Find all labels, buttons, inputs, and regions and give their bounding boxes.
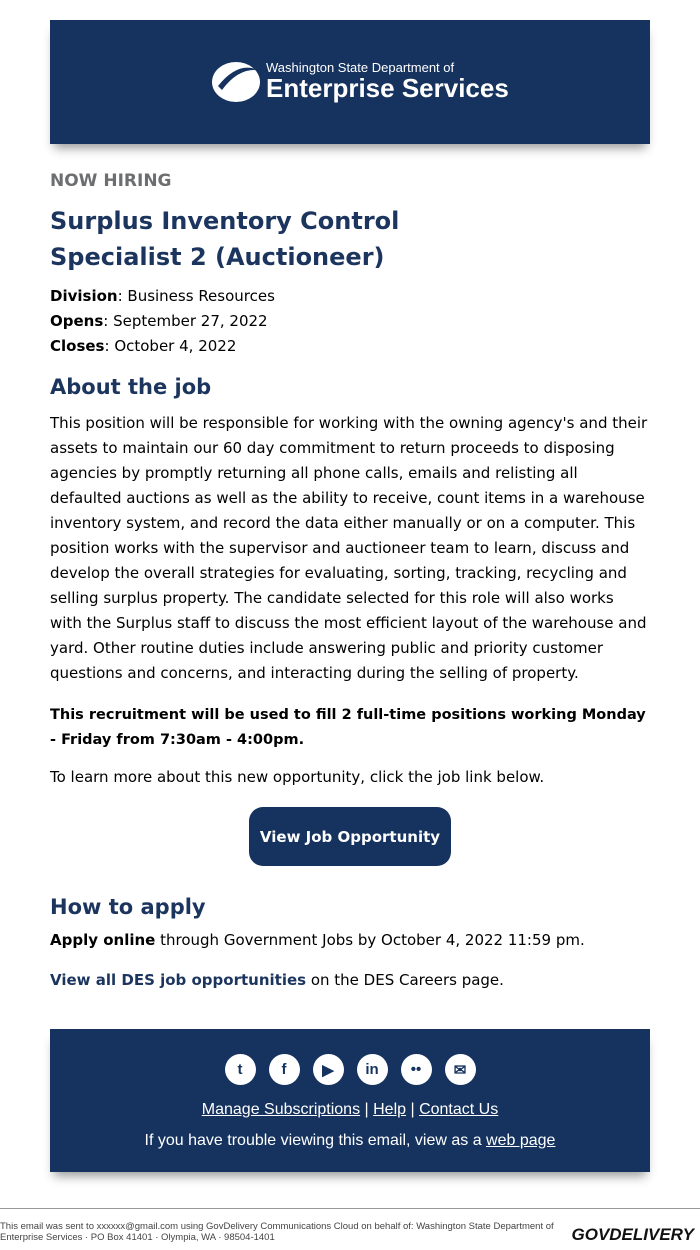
about-heading: About the job (50, 375, 212, 399)
swoosh-icon (208, 56, 264, 106)
govdelivery-logo: GOVDELIVERY (571, 1225, 694, 1244)
job-title: Surplus Inventory Control Specialist 2 (Auctioneer) (50, 207, 400, 271)
flickr-icon[interactable]: •• (401, 1054, 432, 1085)
all-jobs-rest: on the DES Careers page. (306, 971, 504, 989)
manage-subscriptions-link[interactable]: Manage Subscriptions (201, 1101, 361, 1118)
view-job-button[interactable]: View Job Opportunity (249, 807, 451, 866)
footer (50, 1029, 650, 1172)
about-text: This position will be responsible for working with the owning agency's and their assets to maintain our 60 day commitment to return proceeds to disposing agencies by promptly returning all phone calls, emails and relisting all defaulted auctions as well as the ability to receive, count items in a warehouse inventory system, and record the data either manually or on a computer. This position works with the supervisor and auctioneer team to learn, discuss and develop the overall strategies for evaluating, sorting, tracking, recycling and selling surplus property. The candidate selected for this role will also works with the Surplus staff to discuss the most efficient layout of the warehouse and yard. Other routine duties include answering public and priority customer questions and concerns, and interacting during the selling of property. (50, 414, 648, 682)
web-page-link[interactable]: web page (486, 1132, 556, 1149)
des-logo (208, 56, 509, 106)
help-link[interactable]: Help (373, 1101, 407, 1118)
meta-division (50, 284, 650, 309)
twitter-icon[interactable]: t (225, 1054, 256, 1085)
apply-online: Apply online (50, 931, 156, 949)
logo-line2: Enterprise Services (266, 73, 509, 103)
meta-value: : October 4, 2022 (104, 337, 237, 355)
all-jobs-text (50, 971, 650, 989)
meta-label: Division (50, 287, 118, 305)
footer-links (50, 1101, 650, 1119)
trouble-label: If you have trouble viewing this email, view as a (144, 1132, 487, 1149)
trouble-text (50, 1132, 650, 1150)
meta-opens (50, 309, 650, 334)
meta-closes (50, 334, 650, 359)
all-jobs-link[interactable]: View all DES job opportunities (50, 971, 307, 989)
logo-line1: Washington State Department of (266, 60, 455, 75)
sent-to-text: This email was sent to xxxxxx@gmail.com using GovDelivery Communications Cloud on behalf of: Washington State Department of Enterprise Services · PO Box 41401 · Olympia, WA · 98504-1401 (0, 1221, 554, 1243)
how-to-apply-heading: How to apply (50, 895, 206, 919)
youtube-icon[interactable]: ▶ (313, 1054, 344, 1085)
apply-text (50, 931, 650, 949)
social-icons (50, 1054, 650, 1085)
email-icon[interactable]: ✉ (445, 1054, 476, 1085)
meta-value: : Business Resources (117, 287, 275, 305)
meta-label: Opens (50, 312, 104, 330)
separator: | (406, 1101, 420, 1118)
contact-us-link[interactable]: Contact Us (419, 1101, 499, 1118)
job-meta (50, 284, 650, 359)
recruitment-note: This recruitment will be used to fill 2 full-time positions working Monday - Friday from 7:30am - 4:00pm. (50, 707, 646, 748)
header-banner (50, 20, 650, 144)
meta-label: Closes (50, 337, 105, 355)
separator: | (360, 1101, 374, 1118)
learn-more-text: To learn more about this new opportunity, click the job link below. (50, 768, 545, 786)
facebook-icon[interactable]: f (269, 1054, 300, 1085)
linkedin-icon[interactable]: in (357, 1054, 388, 1085)
now-hiring-label: NOW HIRING (50, 171, 172, 191)
apply-rest: through Government Jobs by October 4, 2022 11:59 pm. (155, 931, 585, 949)
bottom-bar (0, 1208, 700, 1244)
meta-value: : September 27, 2022 (103, 312, 268, 330)
